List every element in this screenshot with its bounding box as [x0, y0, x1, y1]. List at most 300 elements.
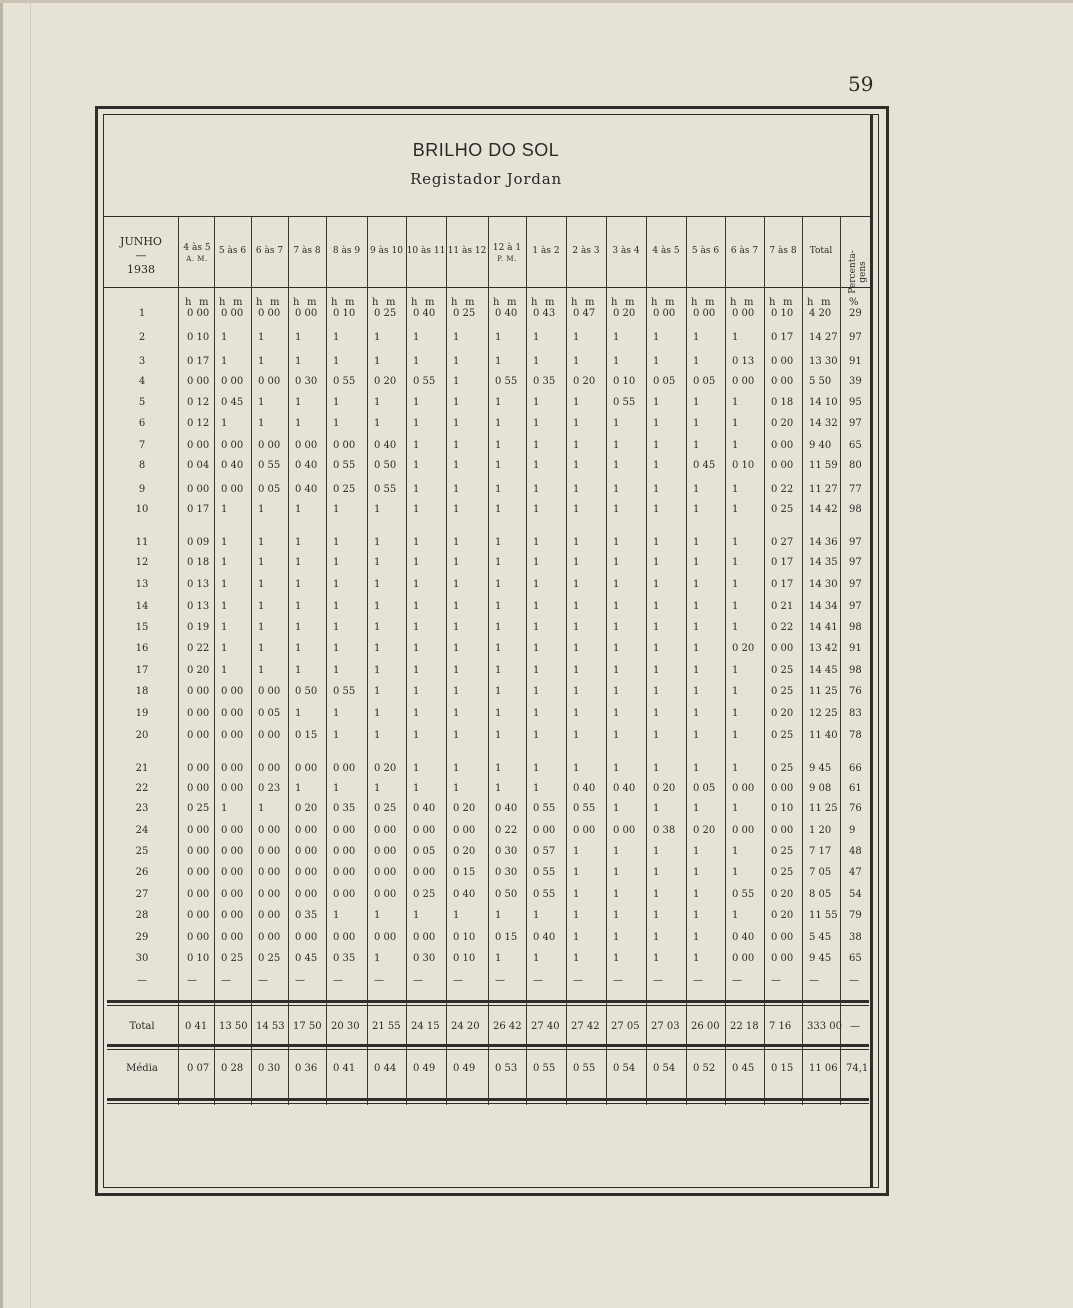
column-header-label: 2 às 3	[572, 246, 600, 256]
table-cell: 0 40	[533, 932, 556, 943]
table-cell: 1	[573, 730, 580, 741]
unit-minutes: m	[545, 297, 555, 308]
table-cell: —	[495, 975, 505, 986]
table-cell: 1	[693, 643, 700, 654]
media-cell: 0 49	[413, 1063, 436, 1074]
day-label: 17	[135, 665, 149, 676]
percent-cell: 79	[849, 910, 862, 921]
table-cell: 0 00	[221, 308, 244, 319]
table-cell: 0 00	[221, 686, 244, 697]
table-cell: 1	[693, 397, 700, 408]
table-cell: 1	[732, 440, 739, 451]
day-label: 5	[138, 397, 146, 408]
table-cell: 1	[573, 910, 580, 921]
table-cell: 0 40	[295, 484, 318, 495]
table-cell: 1	[653, 460, 660, 471]
table-cell: 1	[533, 910, 540, 921]
table-cell: 0 00	[187, 783, 210, 794]
table-cell: 0 40	[453, 889, 476, 900]
table-cell: —	[771, 975, 781, 986]
column-header	[725, 246, 764, 257]
table-cell: 1	[732, 332, 739, 343]
table-cell: 1	[258, 356, 265, 367]
table-cell: 1	[732, 763, 739, 774]
total-percent-cell: —	[850, 1021, 860, 1032]
table-cell: 1	[693, 418, 700, 429]
table-cell: 0 00	[295, 846, 318, 857]
table-cell: 0 17	[187, 504, 210, 515]
table-cell: 0 05	[653, 376, 676, 387]
column-header	[446, 246, 488, 257]
table-frame-right-rule	[870, 114, 873, 1188]
table-cell: 0 55	[732, 889, 755, 900]
table-cell: 0 05	[258, 708, 281, 719]
table-cell: 0 10	[453, 953, 476, 964]
day-label: 18	[135, 686, 149, 697]
table-cell: —	[653, 975, 663, 986]
table-cell: 1	[533, 665, 540, 676]
table-cell: 0 57	[533, 846, 556, 857]
table-cell: 1	[732, 622, 739, 633]
table-cell: 0 30	[413, 953, 436, 964]
title-separator	[103, 216, 870, 217]
total-cell: 24 15	[411, 1021, 440, 1032]
table-cell: 1	[413, 686, 420, 697]
table-cell: 0 55	[333, 460, 356, 471]
table-cell: 0 17	[771, 557, 794, 568]
unit-minutes: m	[625, 297, 635, 308]
table-cell: 1	[333, 418, 340, 429]
unit-minutes: m	[270, 297, 280, 308]
day-label: 4	[138, 376, 146, 387]
table-cell: 1	[533, 730, 540, 741]
table-cell: 11 40	[809, 730, 838, 741]
column-header	[406, 246, 446, 257]
table-cell: 1	[693, 763, 700, 774]
table-cell: 0 20	[732, 643, 755, 654]
media-cell: 0 07	[187, 1063, 210, 1074]
table-cell: 1	[653, 332, 660, 343]
table-cell: 0 05	[413, 846, 436, 857]
table-cell: 0 30	[295, 376, 318, 387]
column-header	[802, 246, 840, 257]
table-cell: 1	[732, 708, 739, 719]
table-cell: 1	[333, 356, 340, 367]
day-label: 26	[135, 867, 149, 878]
table-cell: 0 40	[495, 803, 518, 814]
page-edge	[0, 0, 3, 1308]
table-cell: 1	[573, 440, 580, 451]
table-cell: 1	[653, 579, 660, 590]
table-cell: 0 00	[258, 686, 281, 697]
table-cell: —	[187, 975, 197, 986]
table-cell: 1	[333, 708, 340, 719]
table-cell: 0 00	[258, 440, 281, 451]
table-cell: 1	[613, 665, 620, 676]
table-cell: 0 25	[374, 803, 397, 814]
column-header	[566, 246, 606, 257]
percent-cell: —	[849, 975, 859, 986]
table-cell: 0 27	[771, 537, 794, 548]
table-cell: 1	[732, 397, 739, 408]
table-cell: 0 00	[295, 932, 318, 943]
table-cell: 1	[333, 910, 340, 921]
column-divider	[288, 217, 289, 1105]
table-cell: 0 30	[495, 867, 518, 878]
table-cell: 1	[495, 730, 502, 741]
table-cell: 1	[453, 708, 460, 719]
percent-cell: 83	[849, 708, 862, 719]
table-cell: 1	[732, 601, 739, 612]
table-cell: 1	[374, 622, 381, 633]
total-separator-thin	[107, 1005, 869, 1006]
media-cell: 0 53	[495, 1063, 518, 1074]
table-cell: 1	[613, 504, 620, 515]
table-cell: 0 00	[413, 825, 436, 836]
table-cell: 1	[333, 643, 340, 654]
table-cell: 1	[613, 910, 620, 921]
table-cell: 0 40	[413, 308, 436, 319]
column-header	[251, 246, 288, 257]
table-cell: 0 10	[771, 803, 794, 814]
table-cell: 1	[295, 783, 302, 794]
table-cell: 0 00	[221, 825, 244, 836]
table-cell: —	[809, 975, 819, 986]
table-cell: 1	[732, 484, 739, 495]
table-cell: 1	[533, 557, 540, 568]
table-cell: 0 00	[413, 867, 436, 878]
media-cell: 0 45	[732, 1063, 755, 1074]
table-cell: 0 10	[187, 953, 210, 964]
table-cell: 1	[495, 504, 502, 515]
unit-percent: %	[849, 297, 859, 308]
column-header	[367, 246, 406, 257]
column-divider	[646, 217, 647, 1105]
table-cell: 1	[653, 763, 660, 774]
table-cell: 1	[573, 332, 580, 343]
unit-hours: h	[219, 297, 226, 308]
table-cell: 0 55	[533, 867, 556, 878]
table-cell: 1	[374, 686, 381, 697]
table-cell: 1	[613, 889, 620, 900]
table-cell: 1	[693, 440, 700, 451]
table-cell: 0 00	[374, 867, 397, 878]
total-cell: 7 16	[769, 1021, 792, 1032]
table-cell: 0 25	[771, 867, 794, 878]
column-header-label: Total	[809, 246, 833, 256]
table-cell: —	[453, 975, 463, 986]
column-header-sublabel: P. M.	[497, 255, 517, 263]
table-cell: 1	[374, 708, 381, 719]
unit-hours: h	[256, 297, 263, 308]
table-cell: 1	[413, 601, 420, 612]
media-cell: 0 54	[613, 1063, 636, 1074]
day-label: 27	[135, 889, 149, 900]
table-cell: 1	[295, 537, 302, 548]
table-cell: 0 00	[732, 376, 755, 387]
table-cell: 0 25	[187, 803, 210, 814]
table-cell: 1	[693, 867, 700, 878]
unit-minutes: m	[783, 297, 793, 308]
table-cell: 0 10	[453, 932, 476, 943]
table-cell: 1	[333, 601, 340, 612]
total-cell: 27 40	[531, 1021, 560, 1032]
table-cell: 0 50	[295, 686, 318, 697]
unit-hours: h	[331, 297, 338, 308]
table-cell: 0 20	[771, 889, 794, 900]
table-cell: 1	[533, 504, 540, 515]
percent-cell: 77	[849, 484, 862, 495]
column-header	[526, 246, 566, 257]
table-cell: —	[693, 975, 703, 986]
table-cell: 0 20	[453, 803, 476, 814]
media-cell: 0 55	[573, 1063, 596, 1074]
table-cell: 1	[732, 537, 739, 548]
percent-cell: 66	[849, 763, 862, 774]
table-cell: 0 21	[771, 601, 794, 612]
unit-minutes: m	[705, 297, 715, 308]
table-cell: 0 20	[693, 825, 716, 836]
table-cell: 1	[732, 418, 739, 429]
media-cell: 0 36	[295, 1063, 318, 1074]
table-cell: 0 45	[221, 397, 244, 408]
table-cell: 1	[732, 665, 739, 676]
table-cell: —	[732, 975, 742, 986]
total-cell: 27 42	[571, 1021, 600, 1032]
total-cell: 20 30	[331, 1021, 360, 1032]
table-cell: 1	[653, 643, 660, 654]
table-cell: 1	[413, 356, 420, 367]
media-separator-thin	[107, 1049, 869, 1050]
table-cell: 0 12	[187, 418, 210, 429]
percent-cell: 97	[849, 601, 862, 612]
table-cell: 1	[573, 686, 580, 697]
media-cell: 0 41	[333, 1063, 356, 1074]
table-cell: 1	[413, 332, 420, 343]
table-cell: 1	[573, 867, 580, 878]
unit-hours: h	[493, 297, 500, 308]
table-cell: 13 42	[809, 643, 838, 654]
table-cell: 0 00	[333, 825, 356, 836]
percent-cell: 38	[849, 932, 862, 943]
table-cell: 1	[613, 686, 620, 697]
table-cell: 1	[573, 397, 580, 408]
day-label: 22	[135, 783, 149, 794]
table-cell: 7 05	[809, 867, 832, 878]
table-cell: 0 00	[221, 763, 244, 774]
table-cell: 1	[413, 484, 420, 495]
media-cell: 0 49	[453, 1063, 476, 1074]
table-cell: —	[573, 975, 583, 986]
table-cell: 0 12	[187, 397, 210, 408]
table-cell: 1	[495, 356, 502, 367]
day-label: 21	[135, 763, 149, 774]
table-cell: 1	[732, 910, 739, 921]
table-cell: 1	[495, 708, 502, 719]
table-cell: 0 40	[374, 440, 397, 451]
table-cell: 1	[495, 601, 502, 612]
table-cell: 1	[295, 665, 302, 676]
table-cell: 1	[533, 484, 540, 495]
table-cell: 1	[653, 846, 660, 857]
table-cell: 0 25	[413, 889, 436, 900]
table-cell: 1	[533, 686, 540, 697]
table-cell: 0 10	[613, 376, 636, 387]
unit-hours: h	[651, 297, 658, 308]
table-cell: 1	[693, 932, 700, 943]
table-cell: 0 00	[771, 932, 794, 943]
table-cell: 0 20	[771, 708, 794, 719]
table-cell: 0 55	[258, 460, 281, 471]
table-cell: 1	[453, 504, 460, 515]
table-cell: 0 00	[771, 376, 794, 387]
table-cell: 0 50	[374, 460, 397, 471]
table-cell: 0 13	[732, 356, 755, 367]
table-cell: 0 47	[573, 308, 596, 319]
column-divider	[367, 217, 368, 1105]
table-cell: 0 20	[374, 376, 397, 387]
table-cell: 1	[333, 504, 340, 515]
table-cell: 14 35	[809, 557, 838, 568]
table-cell: 0 20	[187, 665, 210, 676]
table-cell: 1	[374, 953, 381, 964]
percent-cell: 47	[849, 867, 862, 878]
table-cell: 0 05	[258, 484, 281, 495]
table-cell: 1	[413, 730, 420, 741]
percent-cell: 65	[849, 440, 862, 451]
table-cell: 1	[453, 686, 460, 697]
column-header	[764, 246, 802, 257]
unit-minutes: m	[386, 297, 396, 308]
table-cell: 0 55	[333, 376, 356, 387]
day-label: 8	[138, 460, 146, 471]
table-cell: 1	[258, 504, 265, 515]
table-cell: 0 00	[295, 889, 318, 900]
table-cell: 1	[613, 484, 620, 495]
table-cell: 1	[613, 537, 620, 548]
table-cell: 0 00	[258, 376, 281, 387]
column-divider	[406, 217, 407, 1105]
percent-header: Percenta-gens	[848, 250, 868, 294]
table-cell: 1	[533, 783, 540, 794]
percent-cell: 97	[849, 418, 862, 429]
table-cell: 1	[732, 686, 739, 697]
table-cell: 1	[693, 730, 700, 741]
table-cell: 1	[374, 356, 381, 367]
percent-cell: 29	[849, 308, 862, 319]
table-cell: 1	[221, 356, 228, 367]
table-cell: 5 50	[809, 376, 832, 387]
table-cell: 1	[333, 579, 340, 590]
table-cell: 1	[732, 557, 739, 568]
table-cell: 1	[413, 460, 420, 471]
percent-cell: 76	[849, 686, 862, 697]
table-cell: 1	[413, 579, 420, 590]
table-cell: 1 20	[809, 825, 832, 836]
table-cell: 1	[413, 504, 420, 515]
column-divider	[725, 217, 726, 1105]
percent-cell: 76	[849, 803, 862, 814]
table-cell: —	[613, 975, 623, 986]
column-divider	[326, 217, 327, 1105]
table-cell: 1	[221, 332, 228, 343]
table-cell: 0 22	[187, 643, 210, 654]
table-cell: 1	[613, 730, 620, 741]
table-cell: 7 17	[809, 846, 832, 857]
table-cell: 0 00	[374, 889, 397, 900]
table-cell: 1	[653, 932, 660, 943]
table-cell: 0 00	[258, 825, 281, 836]
table-cell: 1	[653, 622, 660, 633]
day-label: 9	[138, 484, 146, 495]
total-separator	[107, 1000, 869, 1003]
table-cell: 1	[613, 867, 620, 878]
column-header	[646, 246, 686, 257]
day-label: 13	[135, 579, 149, 590]
table-cell: 1	[693, 889, 700, 900]
table-cell: 1	[653, 665, 660, 676]
table-cell: 1	[221, 537, 228, 548]
table-cell: 1	[333, 557, 340, 568]
media-cell: 0 30	[258, 1063, 281, 1074]
total-cell: 14 53	[256, 1021, 285, 1032]
table-cell: 14 10	[809, 397, 838, 408]
table-cell: 0 45	[693, 460, 716, 471]
table-cell: 1	[693, 622, 700, 633]
percent-cell: 9	[849, 825, 856, 836]
table-cell: 0 00	[221, 889, 244, 900]
unit-hours: h	[531, 297, 538, 308]
media-percent-cell: 74,1	[846, 1063, 869, 1074]
table-cell: 0 00	[653, 308, 676, 319]
table-cell: 1	[495, 953, 502, 964]
table-cell: 1	[533, 763, 540, 774]
table-cell: 1	[295, 643, 302, 654]
percent-cell: 91	[849, 643, 862, 654]
table-cell: 14 45	[809, 665, 838, 676]
column-divider	[686, 217, 687, 1105]
table-cell: 11 55	[809, 910, 838, 921]
table-cell: 1	[413, 708, 420, 719]
table-cell: 1	[374, 332, 381, 343]
table-cell: 0 10	[771, 308, 794, 319]
column-header-label: 3 às 4	[612, 246, 640, 256]
table-cell: 1	[495, 484, 502, 495]
column-header	[326, 246, 367, 257]
percent-cell: 91	[849, 356, 862, 367]
day-label: 11	[135, 537, 149, 548]
table-cell: 1	[573, 504, 580, 515]
table-cell: 0 00	[187, 376, 210, 387]
table-cell: 1	[258, 397, 265, 408]
column-header-sublabel: A. M.	[186, 255, 208, 263]
table-cell: —	[221, 975, 231, 986]
table-cell: 0 00	[771, 643, 794, 654]
table-cell: 1	[495, 418, 502, 429]
day-label: —	[137, 975, 147, 986]
column-header	[606, 246, 646, 257]
table-cell: 0 00	[221, 376, 244, 387]
table-cell: 1	[653, 440, 660, 451]
day-label: 24	[135, 825, 149, 836]
table-cell: 0 00	[187, 910, 210, 921]
table-cell: 0 00	[533, 825, 556, 836]
table-cell: 1	[374, 537, 381, 548]
table-cell: 0 00	[295, 825, 318, 836]
month-label: JUNHO	[120, 235, 162, 248]
table-cell: 1	[413, 440, 420, 451]
table-cell: 0 40	[613, 783, 636, 794]
